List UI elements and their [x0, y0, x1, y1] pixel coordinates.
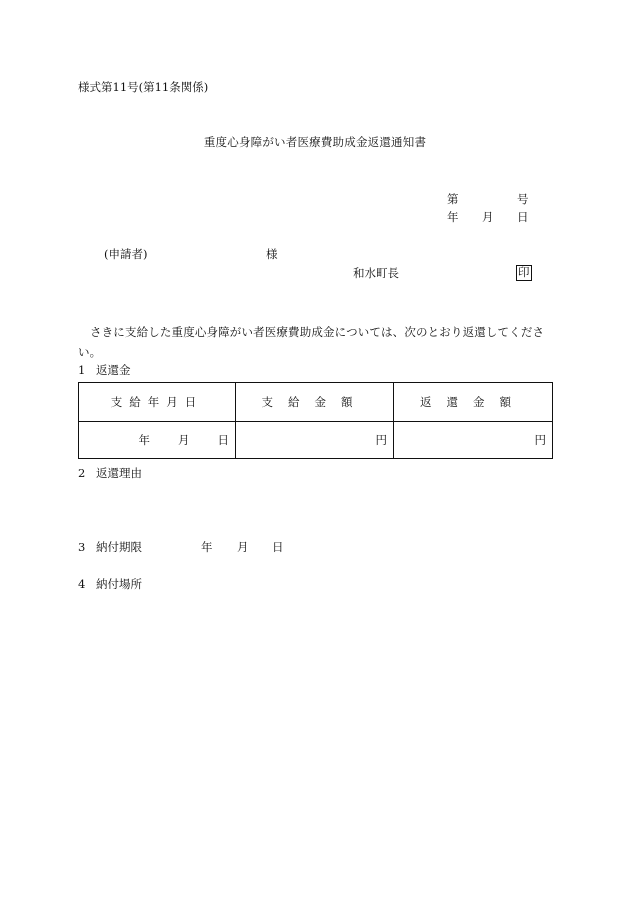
payment-amount-cell[interactable]: 円 — [236, 422, 394, 459]
doc-number-suffix: 号 — [517, 192, 529, 206]
applicant-honorific: 様 — [266, 247, 278, 261]
section-1-heading — [78, 365, 131, 377]
header-payment-date: 支給年月日 — [79, 383, 236, 422]
table-header-row — [79, 383, 553, 422]
date-day-label: 日 — [517, 210, 529, 224]
body-text: さきに支給した重度心身障がい者医療費助成金については、次のとおり返還してください。 — [78, 325, 545, 359]
section-3-heading — [78, 542, 142, 554]
payment-date-cell[interactable]: 年 月 日 — [79, 422, 236, 459]
deadline-day-label: 日 — [272, 540, 284, 554]
section-2-label: 返還理由 — [96, 466, 142, 480]
section-1-number: 1 — [78, 363, 86, 377]
header-refund-amount: 返還金額 — [394, 383, 553, 422]
document-title: 重度心身障がい者医療費助成金返還通知書 — [203, 135, 427, 149]
section-4-heading — [78, 579, 142, 591]
section-1-label: 返還金 — [96, 363, 131, 377]
section-3-number: 3 — [78, 540, 86, 554]
seal-mark: 印 — [518, 265, 530, 279]
section-2-heading — [78, 468, 142, 480]
refund-amount-cell[interactable]: 円 — [394, 422, 553, 459]
date-month-label: 月 — [482, 210, 494, 224]
issuer-name: 和水町長 — [353, 266, 399, 280]
section-4-number: 4 — [78, 577, 86, 591]
section-4-label: 納付場所 — [96, 577, 142, 591]
header-payment-amount: 支給金額 — [236, 383, 394, 422]
doc-number-prefix: 第 — [447, 192, 459, 206]
table-row — [79, 422, 553, 459]
section-3-label: 納付期限 — [96, 540, 142, 554]
refund-table — [78, 382, 553, 459]
date-year-label: 年 — [447, 210, 459, 224]
section-2-number: 2 — [78, 466, 86, 480]
form-id: 様式第11号(第11条関係) — [78, 80, 209, 94]
deadline-year-label: 年 — [201, 540, 213, 554]
applicant-label: (申請者) — [104, 247, 148, 261]
deadline-month-label: 月 — [237, 540, 249, 554]
